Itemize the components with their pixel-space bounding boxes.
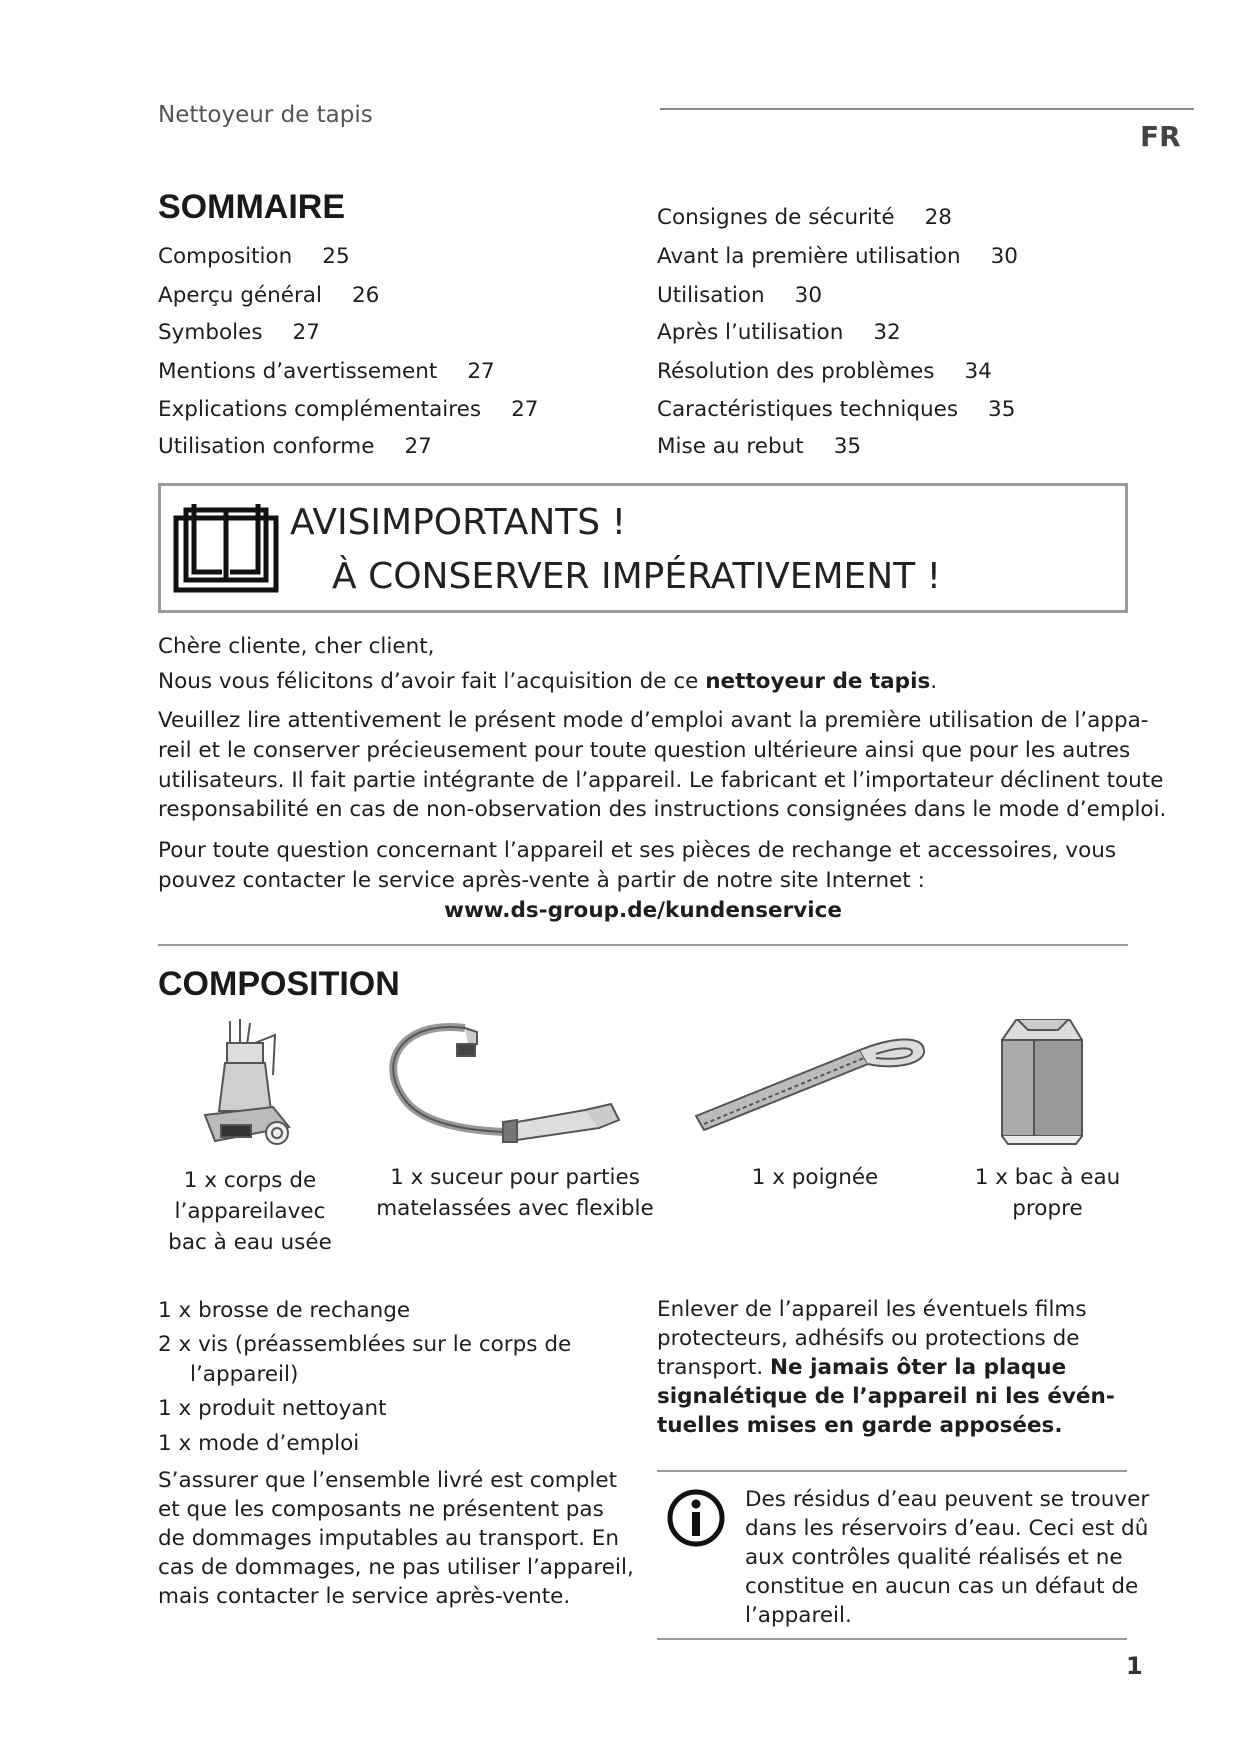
intro-paragraph-line: Veuillez lire attentivement le présent mode d’emploi avant la première utilisation de l’appa- [158,708,1149,733]
remove-packaging-text: Enlever de l’appareil les éventuels films protecteurs, adhésifs ou protections de transport. Ne jamais ôter la plaque signalétique de l’appareil ni les évén- tuelles mises en garde apposées. [657,1297,1115,1438]
clean-water-tank-illustration [988,1012,1098,1152]
composition-heading: COMPOSITION [158,965,400,1003]
greeting: Chère cliente, cher client, [158,634,435,659]
toc-entry[interactable]: Mentions d’avertissement 27 [158,359,495,384]
toc-entry[interactable]: Consignes de sécurité 28 [657,205,952,230]
check-delivery-text: S’assurer que l’ensemble livré est complet et que les composants ne présentent pas de dommages imputables au transport. En cas de dommages, ne pas utiliser l’appareil, mais contacter le service après-vente. [158,1468,634,1609]
handle-illustration [690,1030,930,1140]
item-caption: 1 x poignée [751,1165,879,1190]
device-body-illustration [185,1015,305,1155]
toc-entry[interactable]: Aperçu général 26 [158,283,380,308]
intro-paragraph-line: responsabilité en cas de non-observation des instructions consignées dans le mode d’emploi. [158,797,1167,822]
toc-entry[interactable]: Utilisation 30 [657,283,823,308]
list-item: 1 x brosse de rechange [158,1298,411,1323]
toc-entry[interactable]: Composition 25 [158,244,350,269]
info-icon [666,1488,726,1548]
toc-entry[interactable]: Symboles 27 [158,320,320,345]
upholstery-nozzle-illustration [385,1020,625,1150]
notice-line-1: AVISIMPORTANTS ! [290,502,627,543]
toc-entry[interactable]: Résolution des problèmes 34 [657,359,992,384]
info-top-rule [657,1470,1127,1472]
congrats-text: Nous vous félicitons d’avoir fait l’acquisition de ce nettoyeur de tapis. [158,669,938,694]
toc-heading: SOMMAIRE [158,188,345,226]
section-divider [158,944,1128,946]
info-bottom-rule [657,1638,1127,1640]
toc-entry[interactable]: Explications complémentaires 27 [158,397,539,422]
contact-paragraph-line: pouvez contacter le service après-vente à partir de notre site Internet : [158,868,925,893]
contact-paragraph-line: Pour toute question concernant l’appareil et ses pièces de rechange et accessoires, vous [158,838,1117,863]
notice-line-2: À CONSERVER IMPÉRATIVEMENT ! [332,556,942,597]
list-item: l’appareil) [190,1362,299,1387]
page-number: 1 [1126,1652,1143,1680]
open-book-icon [172,500,280,596]
toc-entry[interactable]: Mise au rebut 35 [657,434,862,459]
intro-paragraph-line: utilisateurs. Il fait partie intégrante de l’appareil. Le fabricant et l’importateur déclinent toute [158,768,1164,793]
info-note-text: Des résidus d’eau peuvent se trouver dans les réservoirs d’eau. Ceci est dû aux contrôles qualité réalisés et ne constitue en aucun cas un défaut de l’appareil. [745,1487,1150,1628]
item-caption: 1 x corps de l’appareilavec bac à eau usée [168,1168,332,1255]
item-caption: 1 x suceur pour parties matelassées avec flexible [376,1165,654,1221]
list-item: 1 x produit nettoyant [158,1396,387,1421]
header-rule [660,108,1194,110]
language-code: FR [1140,120,1181,153]
list-item: 2 x vis (préassemblées sur le corps de [158,1332,572,1357]
list-item: 1 x mode d’emploi [158,1431,360,1456]
service-url-link[interactable]: www.ds-group.de/kundenservice [444,898,842,923]
document-title: Nettoyeur de tapis [158,102,373,128]
item-caption: 1 x bac à eau propre [974,1165,1121,1221]
toc-entry[interactable]: Après l’utilisation 32 [657,320,901,345]
intro-paragraph-line: reil et le conserver précieusement pour toute question ultérieure ainsi que pour les autres [158,738,1131,763]
toc-entry[interactable]: Utilisation conforme 27 [158,434,432,459]
toc-entry[interactable]: Avant la première utilisation 30 [657,244,1018,269]
toc-entry[interactable]: Caractéristiques techniques 35 [657,397,1016,422]
